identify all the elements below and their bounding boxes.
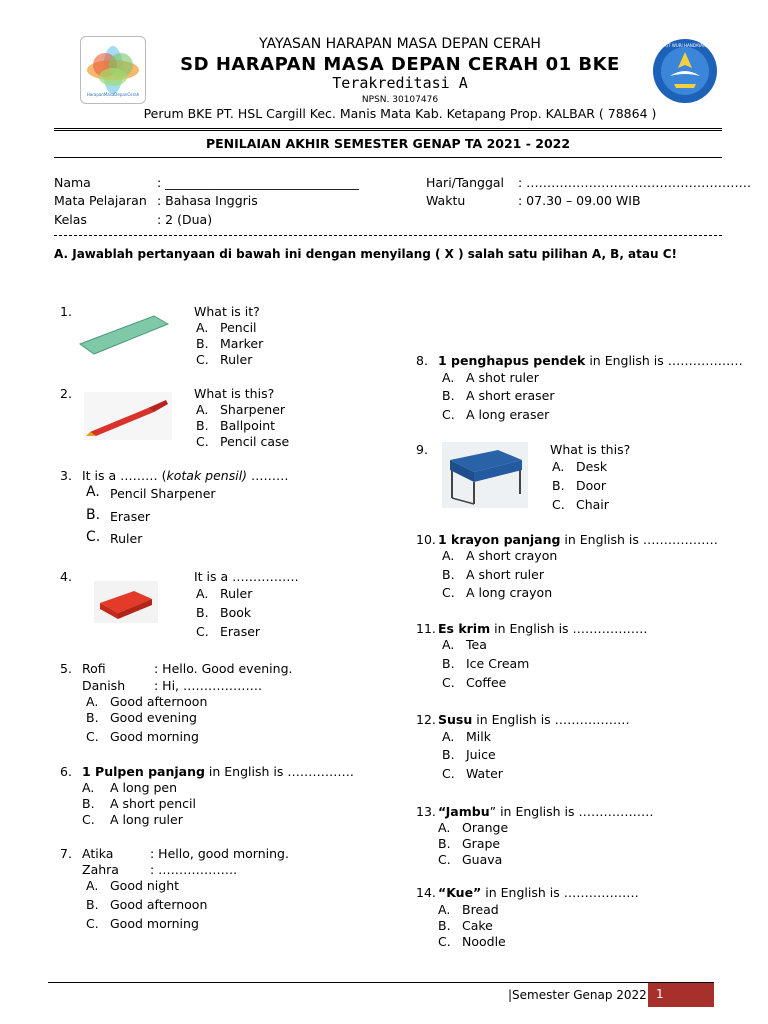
option-letter-c: C. (196, 624, 209, 639)
question-13 (416, 804, 736, 874)
question-stem: What is this? (550, 442, 631, 457)
option-b[interactable]: Cake (462, 918, 493, 933)
question-number: 8. (416, 353, 428, 368)
waktu-label: Waktu (426, 193, 466, 208)
question-number: 13. (416, 804, 436, 819)
option-letter-b: B. (442, 567, 455, 582)
page-number: 1 (656, 987, 664, 1001)
mapel-label: Mata Pelajaran (54, 193, 147, 208)
school-name: SD HARAPAN MASA DEPAN CERAH 01 BKE (180, 54, 620, 75)
waktu-value: : 07.30 – 09.00 WIB (518, 193, 641, 208)
option-a[interactable]: Desk (576, 459, 608, 474)
option-a[interactable]: Bread (462, 902, 499, 917)
question-stem (438, 353, 743, 368)
option-letter-b: B. (442, 388, 455, 403)
stem-rest: in English is ……………… (490, 621, 648, 636)
hari-field[interactable]: : ……………………………………………… (518, 175, 752, 190)
question-stem (82, 468, 289, 483)
question-stem (82, 764, 354, 779)
school-address: Perum BKE PT. HSL Cargill Kec. Manis Mata Kab. Ketapang Prop. KALBAR ( 78864 ) (143, 106, 657, 121)
question-number: 7. (60, 846, 72, 861)
option-letter-a: A. (196, 586, 209, 601)
option-letter-c: C. (438, 934, 451, 949)
kelas-value: : 2 (Dua) (157, 212, 213, 227)
question-stem (438, 532, 718, 547)
mapel-value: : Bahasa Inggris (157, 193, 258, 208)
question-stem: What is this? (194, 386, 275, 401)
question-7 (60, 846, 380, 936)
stem-bold: Es krim (438, 621, 491, 636)
option-letter-b: B. (442, 656, 455, 671)
desk-image (442, 442, 528, 508)
option-letter-b: B. (196, 605, 209, 620)
option-letter-a: A. (442, 729, 455, 744)
question-stem (438, 804, 654, 819)
stem-rest: in English is ……………… (585, 353, 743, 368)
title-divider (54, 157, 722, 158)
option-c[interactable]: Ruler (220, 352, 253, 367)
option-c[interactable]: Guava (462, 852, 503, 867)
question-3 (60, 468, 380, 548)
stem-bold: “Kue” (438, 885, 482, 900)
option-b[interactable]: Marker (220, 336, 264, 351)
question-number: 1. (60, 304, 72, 319)
option-c[interactable]: Chair (576, 497, 609, 512)
question-stem: It is a ……………. (194, 569, 299, 584)
question-10 (416, 532, 736, 602)
speaker-1: Rofi (82, 661, 106, 676)
accreditation: Terakreditasi A (332, 74, 468, 92)
option-letter-a: A. (442, 548, 455, 563)
option-letter-a: A. (438, 902, 451, 917)
question-stem: What is it? (194, 304, 260, 319)
option-a[interactable]: A shot ruler (466, 370, 539, 385)
question-8 (416, 353, 743, 423)
option-a[interactable]: Ruler (220, 586, 253, 601)
question-12 (416, 712, 736, 782)
question-number: 5. (60, 661, 72, 676)
stem-bold: 1 penghapus pendek (438, 353, 586, 368)
option-c[interactable]: Water (466, 766, 503, 781)
question-9 (416, 442, 736, 517)
footer-label: |Semester Genap 2022 (508, 988, 647, 1002)
option-letter-c: C. (82, 812, 95, 827)
question-11 (416, 621, 736, 691)
option-a[interactable]: Orange (462, 820, 509, 835)
option-b[interactable]: Juice (466, 747, 496, 762)
option-c[interactable]: Pencil case (220, 434, 290, 449)
stem-rest: in English is ……………… (472, 712, 630, 727)
stem-rest: in English is ……………… (560, 532, 718, 547)
stem-bold: Susu (438, 712, 473, 727)
option-letter-c: C. (86, 529, 101, 545)
header-divider (54, 128, 722, 131)
question-number: 9. (416, 442, 428, 457)
option-letter-c: C. (442, 766, 455, 781)
speaker-2: Zahra (82, 862, 119, 877)
option-a[interactable]: Good night (110, 878, 180, 893)
option-letter-a: A. (82, 780, 95, 795)
option-c[interactable]: Eraser (220, 624, 261, 639)
option-letter-c: C. (196, 352, 209, 367)
nama-field[interactable]: : _______________________________ (157, 175, 359, 190)
option-letter-a: A. (86, 878, 99, 893)
option-letter-b: B. (196, 418, 209, 433)
question-number: 6. (60, 764, 72, 779)
line-1: : Hello, good morning. (150, 846, 289, 861)
stem-pre: It is a ……… ( (82, 468, 167, 483)
nama-label: Nama (54, 175, 91, 190)
option-letter-c: C. (86, 729, 99, 744)
foundation-name: YAYASAN HARAPAN MASA DEPAN CERAH (259, 36, 541, 52)
option-a[interactable]: Sharpener (220, 402, 286, 417)
option-letter-c: C. (196, 434, 209, 449)
option-b[interactable]: Book (220, 605, 252, 620)
option-b[interactable]: A short ruler (466, 567, 544, 582)
option-b[interactable]: A short eraser (466, 388, 555, 403)
question-stem (438, 885, 639, 900)
option-b[interactable]: Ballpoint (220, 418, 276, 433)
option-c[interactable]: A long eraser (466, 407, 550, 422)
option-letter-a: A. (196, 402, 209, 417)
option-b[interactable]: Door (576, 478, 607, 493)
option-letter-a: A. (438, 820, 451, 835)
option-c[interactable]: A long ruler (110, 812, 183, 827)
option-letter-a: A. (442, 637, 455, 652)
stem-bold: 1 krayon panjang (438, 532, 561, 547)
stem-post: ……… (247, 468, 289, 483)
option-letter-b: B. (552, 478, 565, 493)
option-letter-b: B. (196, 336, 209, 351)
option-letter-a: A. (86, 484, 100, 500)
option-a[interactable]: A long pen (110, 780, 178, 795)
question-number: 11. (416, 621, 436, 636)
info-divider (54, 235, 722, 236)
eraser-image (94, 581, 158, 623)
exam-title: PENILAIAN AKHIR SEMESTER GENAP TA 2021 - 2022 (205, 136, 571, 151)
option-c[interactable]: A long crayon (466, 585, 553, 600)
logo-right-caption: TUT WURI HANDAYANI (662, 43, 708, 48)
question-stem (438, 712, 630, 727)
option-c[interactable]: Ruler (110, 531, 143, 546)
option-b[interactable]: Ice Cream (466, 656, 530, 671)
option-letter-a: A. (86, 694, 99, 709)
option-b[interactable]: Good afternoon (110, 897, 208, 912)
npsn: NPSN. 30107476 (361, 95, 439, 105)
kelas-label: Kelas (54, 212, 87, 227)
stem-bold: 1 Pulpen panjang (82, 764, 205, 779)
option-b[interactable]: A short pencil (110, 796, 196, 811)
question-number: 3. (60, 468, 72, 483)
option-c[interactable]: Good morning (110, 729, 199, 744)
hari-label: Hari/Tanggal (426, 175, 505, 190)
option-a[interactable]: Tea (466, 637, 487, 652)
question-number: 2. (60, 386, 72, 401)
line-2: : ………………. (150, 862, 238, 877)
option-b[interactable]: Good evening (110, 710, 197, 725)
option-letter-c: C. (442, 675, 455, 690)
option-b[interactable]: Grape (462, 836, 501, 851)
option-a[interactable]: Milk (466, 729, 491, 744)
question-14 (416, 885, 736, 955)
option-letter-c: C. (442, 407, 455, 422)
option-c[interactable]: Coffee (466, 675, 507, 690)
option-letter-b: B. (438, 918, 451, 933)
option-letter-a: A. (196, 320, 209, 335)
question-6 (60, 764, 380, 834)
option-letter-b: B. (82, 796, 95, 811)
ballpoint-image (84, 392, 172, 440)
ruler-image (76, 310, 172, 358)
option-b[interactable]: Eraser (110, 509, 151, 524)
option-letter-c: C. (86, 916, 99, 931)
stem-italic: kotak pensil) (166, 468, 248, 483)
line-2: : Hi, ………………. (154, 678, 262, 693)
question-2 (60, 386, 360, 456)
option-letter-c: C. (442, 585, 455, 600)
line-1: : Hello. Good evening. (154, 661, 293, 676)
stem-bold: “Jambu (438, 804, 490, 819)
question-number: 4. (60, 569, 72, 584)
question-4 (60, 569, 360, 639)
speaker-1: Atika (82, 846, 114, 861)
question-number: 14. (416, 885, 436, 900)
option-letter-b: B. (442, 747, 455, 762)
page-number-box (648, 983, 714, 1007)
question-number: 10. (416, 532, 436, 547)
option-letter-b: B. (86, 507, 101, 523)
option-letter-b: B. (438, 836, 451, 851)
option-c[interactable]: Good morning (110, 916, 199, 931)
stem-rest: in English is ……………. (204, 764, 354, 779)
question-stem (438, 621, 648, 636)
instruction: A. Jawablah pertanyaan di bawah ini dengan menyilang ( X ) salah satu pilihan A, B, atau C! (54, 247, 677, 261)
option-letter-c: C. (552, 497, 565, 512)
question-1 (60, 304, 360, 374)
question-5 (60, 661, 380, 751)
option-letter-a: A. (442, 370, 455, 385)
option-letter-a: A. (552, 459, 565, 474)
question-number: 12. (416, 712, 436, 727)
option-a[interactable]: A short crayon (466, 548, 558, 563)
option-a[interactable]: Pencil (220, 320, 257, 335)
logo-caption: HarapanMasaDepanCerah (86, 92, 140, 97)
option-a[interactable]: Good afternoon (110, 694, 208, 709)
footer-divider (48, 982, 714, 983)
option-a[interactable]: Pencil Sharpener (110, 486, 216, 501)
speaker-2: Danish (82, 678, 126, 693)
option-letter-b: B. (86, 710, 99, 725)
stem-rest: in English is ……………… (481, 885, 639, 900)
option-c[interactable]: Noodle (462, 934, 506, 949)
stem-rest: ” in English is ……………… (489, 804, 654, 819)
option-letter-b: B. (86, 897, 99, 912)
option-letter-c: C. (438, 852, 451, 867)
